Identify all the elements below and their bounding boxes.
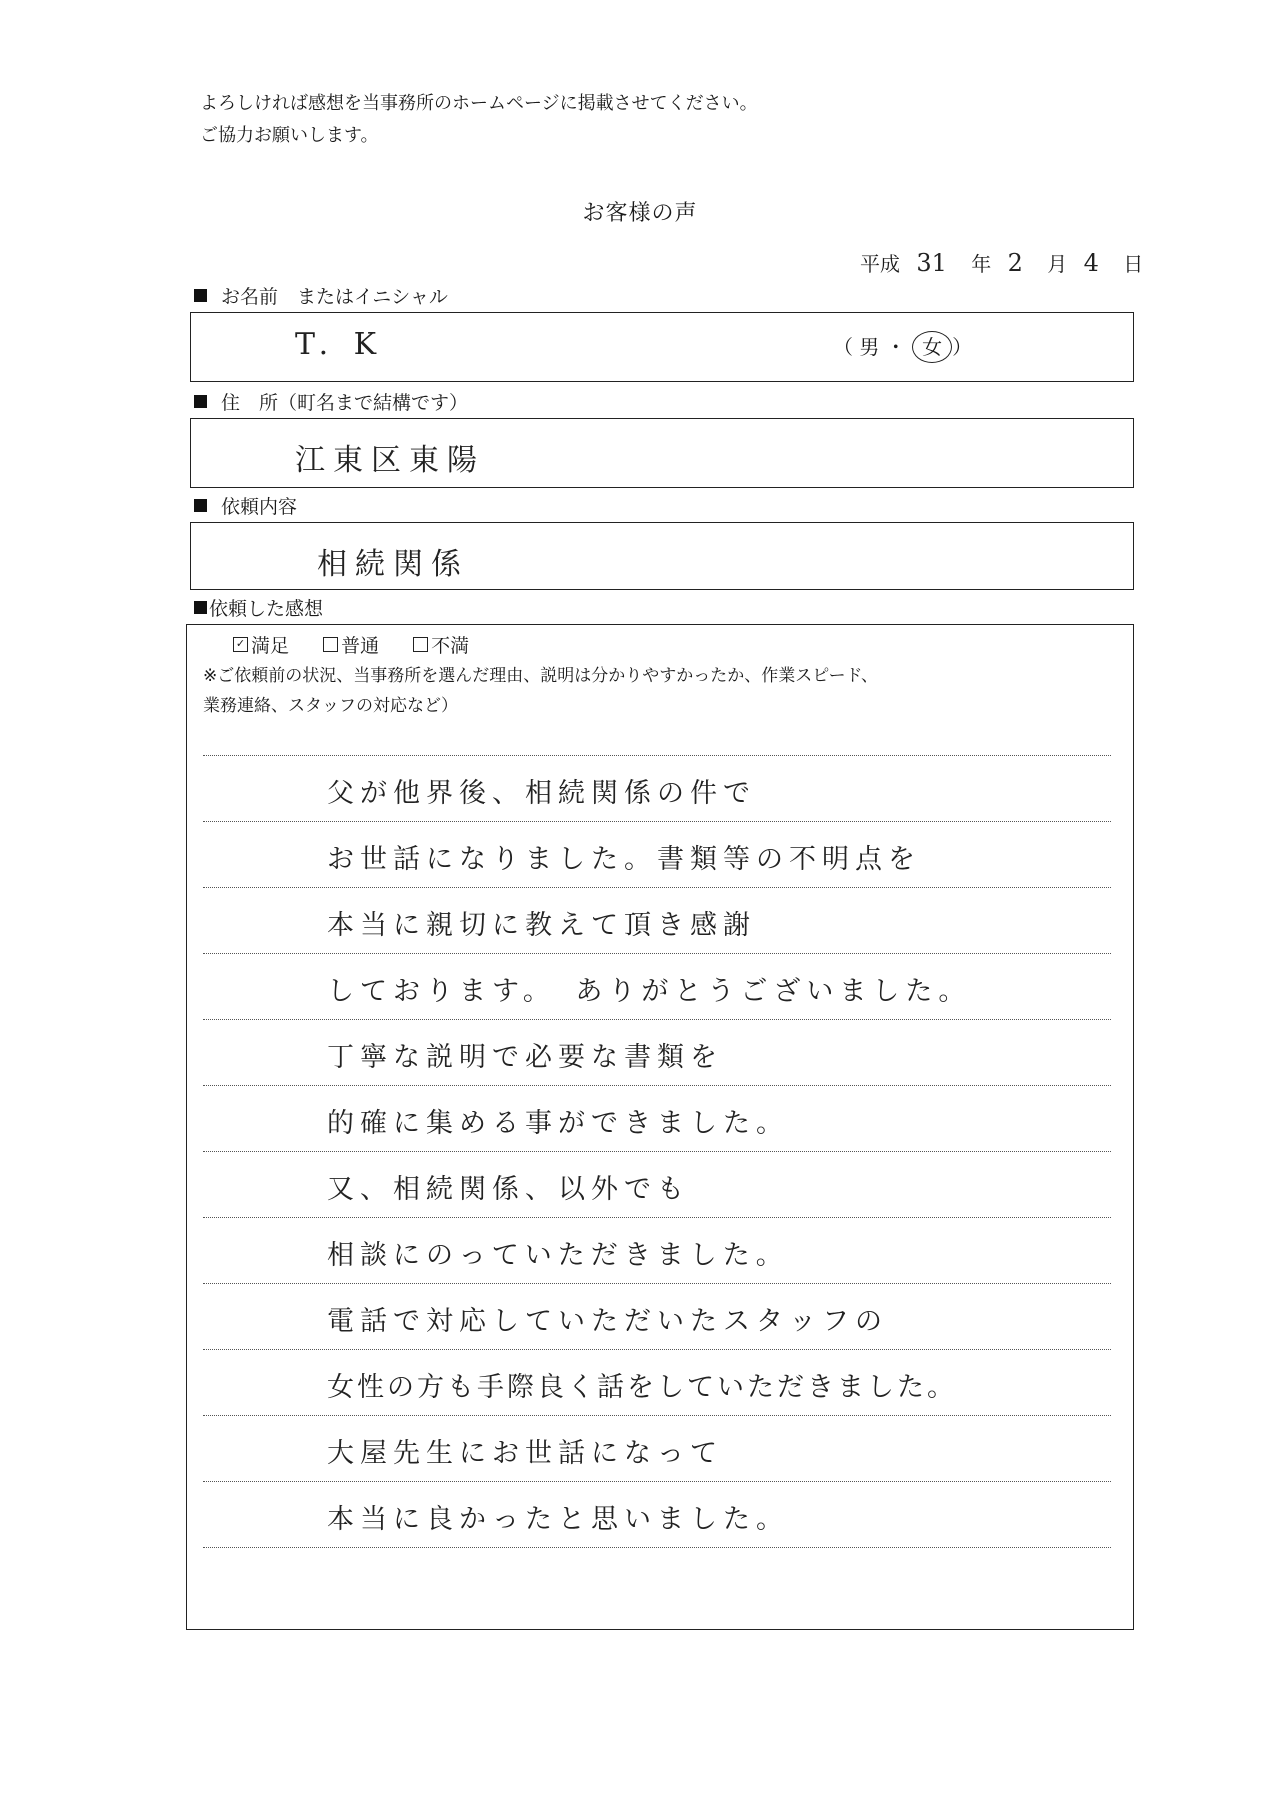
date-month-label: 月: [1047, 252, 1068, 276]
date-year: 31: [916, 249, 947, 277]
checkbox-checked-icon: ✓: [233, 637, 248, 652]
dotted-rule: [203, 1019, 1111, 1020]
name-label-text: お名前 またはイニシャル: [221, 286, 448, 308]
gender-open: （ 男 ・: [833, 335, 913, 359]
dotted-rule: [203, 887, 1111, 888]
name-section-label: [194, 282, 448, 309]
comment-line-4: しております。 ありがとうございました。: [327, 976, 972, 1007]
dotted-rule: [203, 821, 1111, 822]
address-section-label: [194, 388, 468, 415]
dotted-rule: [203, 1415, 1111, 1416]
option-satisfied[interactable]: [233, 631, 289, 658]
date-month: 2: [1007, 249, 1023, 277]
comment-line-6: 的確に集める事ができました。: [327, 1108, 789, 1139]
gender-selected: 女: [912, 331, 952, 363]
option-satisfied-label: 満足: [251, 635, 290, 657]
comment-line-1: 父が他界後、相続関係の件で: [327, 778, 756, 809]
option-dissatisfied[interactable]: [413, 631, 469, 658]
date-day: 4: [1083, 249, 1099, 277]
checkbox-icon: [323, 637, 338, 652]
option-normal-label: 普通: [341, 635, 380, 657]
request-section-label: [194, 492, 297, 519]
comment-line-2: お世話になりました。書類等の不明点を: [327, 844, 921, 875]
dotted-rule: [203, 1151, 1111, 1152]
square-bullet-icon: [194, 601, 207, 614]
date-era: 平成: [860, 252, 900, 276]
comment-line-12: 本当に良かったと思いました。: [327, 1504, 789, 1535]
intro-line-1: よろしければ感想を当事務所のホームページに掲載させてください。: [200, 93, 758, 114]
address-box: [190, 418, 1134, 488]
intro-text: [200, 88, 758, 152]
impression-note: [203, 661, 878, 721]
square-bullet-icon: [194, 289, 207, 302]
comment-line-5: 丁寧な説明で必要な書類を: [327, 1042, 723, 1073]
dotted-rule: [203, 1217, 1111, 1218]
date-day-label: 日: [1123, 252, 1144, 276]
gender-field: [833, 331, 972, 363]
option-dissatisfied-label: 不満: [431, 635, 470, 657]
comment-line-11: 大屋先生にお世話になって: [327, 1438, 723, 1469]
comment-line-10: 女性の方も手際良く話をしていただきました。: [327, 1372, 957, 1403]
address-label-text: 住 所（町名まで結構です）: [221, 392, 469, 414]
date-year-label: 年: [971, 252, 992, 276]
gender-close: ）: [952, 335, 973, 359]
dotted-rule: [203, 1349, 1111, 1350]
dotted-rule: [203, 755, 1111, 756]
dotted-rule: [203, 953, 1111, 954]
page-title: お客様の声: [582, 201, 698, 226]
checkbox-icon: [413, 637, 428, 652]
name-value: T. K: [295, 327, 385, 362]
date-line: [860, 248, 1143, 277]
address-value: 江東区東陽: [295, 443, 485, 478]
request-label-text: 依頼内容: [221, 496, 298, 518]
comment-line-9: 電話で対応していただいたスタッフの: [327, 1306, 888, 1337]
note-line-1: ※ご依頼前の状況、当事務所を選んだ理由、説明は分かりやすかったか、作業スピード、: [203, 666, 879, 686]
request-box: [190, 522, 1134, 590]
impression-section-label: [194, 594, 323, 621]
impression-label-text: 依頼した感想: [209, 598, 324, 620]
dotted-rule: [203, 1085, 1111, 1086]
option-normal[interactable]: [323, 631, 379, 658]
comment-line-3: 本当に親切に教えて頂き感謝: [327, 910, 756, 941]
comment-line-7: 又、相続関係、以外でも: [327, 1174, 690, 1205]
dotted-rule: [203, 1547, 1111, 1548]
intro-line-2: ご協力お願いします。: [200, 125, 379, 146]
note-line-2: 業務連絡、スタッフの対応など）: [203, 696, 458, 716]
impression-box: [186, 624, 1134, 1630]
satisfaction-options: [233, 631, 497, 658]
square-bullet-icon: [194, 499, 207, 512]
dotted-rule: [203, 1481, 1111, 1482]
name-box: [190, 312, 1134, 382]
dotted-rule: [203, 1283, 1111, 1284]
comment-line-8: 相談にのっていただきました。: [327, 1240, 789, 1271]
square-bullet-icon: [194, 395, 207, 408]
request-value: 相続関係: [317, 547, 469, 582]
